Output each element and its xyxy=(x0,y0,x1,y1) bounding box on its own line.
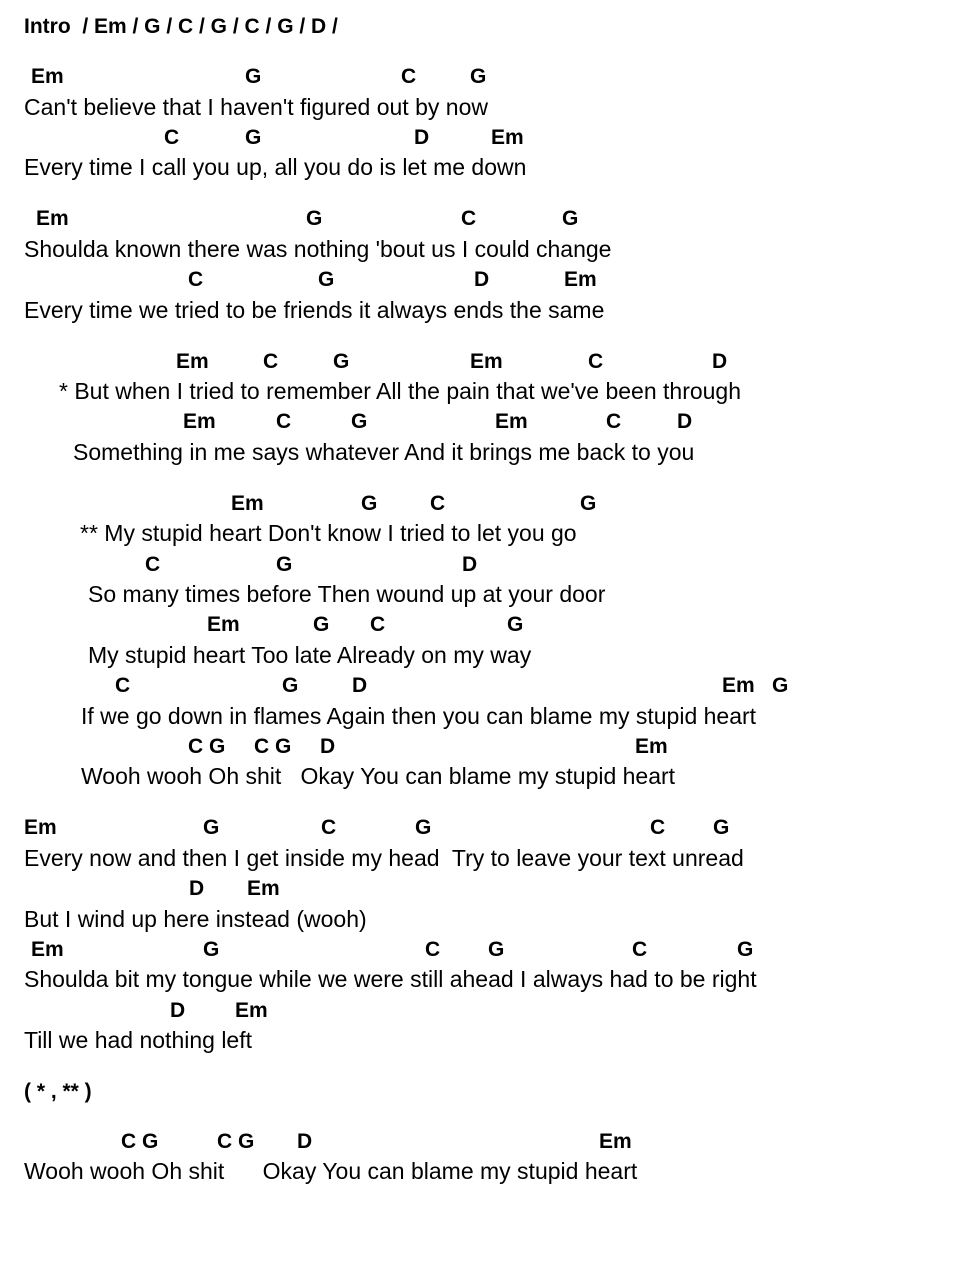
chord: C xyxy=(588,350,604,373)
chord: D xyxy=(462,553,478,576)
chord: C xyxy=(276,410,292,433)
lyric-line: Can't believe that I haven't figured out by now xyxy=(24,94,488,120)
lyric-line: * But when I tried to remember All the pain that we've been through xyxy=(59,378,742,404)
chord: C xyxy=(263,350,279,373)
chord: D xyxy=(352,674,368,697)
chord: C xyxy=(650,816,666,839)
chord: D xyxy=(414,126,430,149)
chord: C xyxy=(606,410,622,433)
lyric-line: Wooh wooh Oh shit Okay You can blame my stupid heart xyxy=(24,1158,638,1184)
repeat-marker: ( * , ** ) xyxy=(24,1080,92,1103)
chord: G xyxy=(713,816,730,839)
chord: Em xyxy=(176,350,209,373)
chord: C G xyxy=(217,1130,255,1153)
lyric-line: Wooh wooh Oh shit Okay You can blame my stupid heart xyxy=(81,763,676,789)
chord: G xyxy=(245,65,262,88)
chord: C xyxy=(430,492,446,515)
chord: Em xyxy=(470,350,503,373)
chord: C xyxy=(145,553,161,576)
lyric-line: Every time we tried to be friends it always ends the same xyxy=(24,297,605,323)
chord: G xyxy=(333,350,350,373)
chord: G xyxy=(351,410,368,433)
chord: Em xyxy=(491,126,524,149)
chord: D xyxy=(320,735,336,758)
chord: C xyxy=(188,268,204,291)
lyric-line: Till we had nothing left xyxy=(24,1027,253,1053)
chord: Em xyxy=(231,492,264,515)
chord: Em xyxy=(207,613,240,636)
chord: C G xyxy=(254,735,292,758)
chord: D xyxy=(297,1130,313,1153)
chord: C G xyxy=(188,735,226,758)
chord: G xyxy=(580,492,597,515)
lyric-line: Shoulda bit my tongue while we were still ahead I always had to be right xyxy=(24,966,757,992)
chord: G xyxy=(203,938,220,961)
chord: G xyxy=(488,938,505,961)
lyric-line: My stupid heart Too late Already on my way xyxy=(88,642,532,668)
chord: C xyxy=(461,207,477,230)
chord: D xyxy=(677,410,693,433)
chord: Em xyxy=(183,410,216,433)
chord: C xyxy=(632,938,648,961)
lyric-line: Every time I call you up, all you do is let me down xyxy=(24,154,527,180)
chord: Em xyxy=(635,735,668,758)
lyric-line: Every now and then I get inside my head Try to leave your text unread xyxy=(24,845,744,871)
chord: G xyxy=(470,65,487,88)
chord: C xyxy=(401,65,417,88)
chord: G xyxy=(415,816,432,839)
chord: Em xyxy=(599,1130,632,1153)
chord: Em xyxy=(564,268,597,291)
lyric-line: Something in me says whatever And it brings me back to you xyxy=(73,439,695,465)
chord: Em xyxy=(235,999,268,1022)
chord: Em xyxy=(31,65,64,88)
chord: C xyxy=(425,938,441,961)
chord: D xyxy=(189,877,205,900)
chord: D xyxy=(474,268,490,291)
lyric-line: So many times before Then wound up at your door xyxy=(88,581,606,607)
chord: Em xyxy=(247,877,280,900)
chord: Em xyxy=(495,410,528,433)
chord: C G xyxy=(121,1130,159,1153)
chord: C xyxy=(164,126,180,149)
lyric-line: But I wind up here instead (wooh) xyxy=(24,906,367,932)
chord: G xyxy=(306,207,323,230)
chord: G xyxy=(313,613,330,636)
chord: G xyxy=(203,816,220,839)
chord: G xyxy=(772,674,789,697)
chord: G xyxy=(282,674,299,697)
chord: D xyxy=(170,999,186,1022)
chord: G xyxy=(737,938,754,961)
chord: G xyxy=(245,126,262,149)
chord: C xyxy=(115,674,131,697)
chord: Em xyxy=(24,816,57,839)
chord: G xyxy=(361,492,378,515)
chord: Em xyxy=(722,674,755,697)
chord: C xyxy=(370,613,386,636)
chord: Em xyxy=(31,938,64,961)
lyric-line: ** My stupid heart Don't know I tried to let you go xyxy=(80,520,577,546)
chord: Em xyxy=(36,207,69,230)
chord: C xyxy=(321,816,337,839)
chord: D xyxy=(712,350,728,373)
intro-line: Intro / Em / G / C / G / C / G / D / xyxy=(24,15,338,38)
lyric-line: Shoulda known there was nothing 'bout us I could change xyxy=(24,236,612,262)
chord: G xyxy=(276,553,293,576)
chord: G xyxy=(318,268,335,291)
chord: G xyxy=(507,613,524,636)
chord: G xyxy=(562,207,579,230)
lyric-line: If we go down in flames Again then you can blame my stupid heart xyxy=(81,703,757,729)
